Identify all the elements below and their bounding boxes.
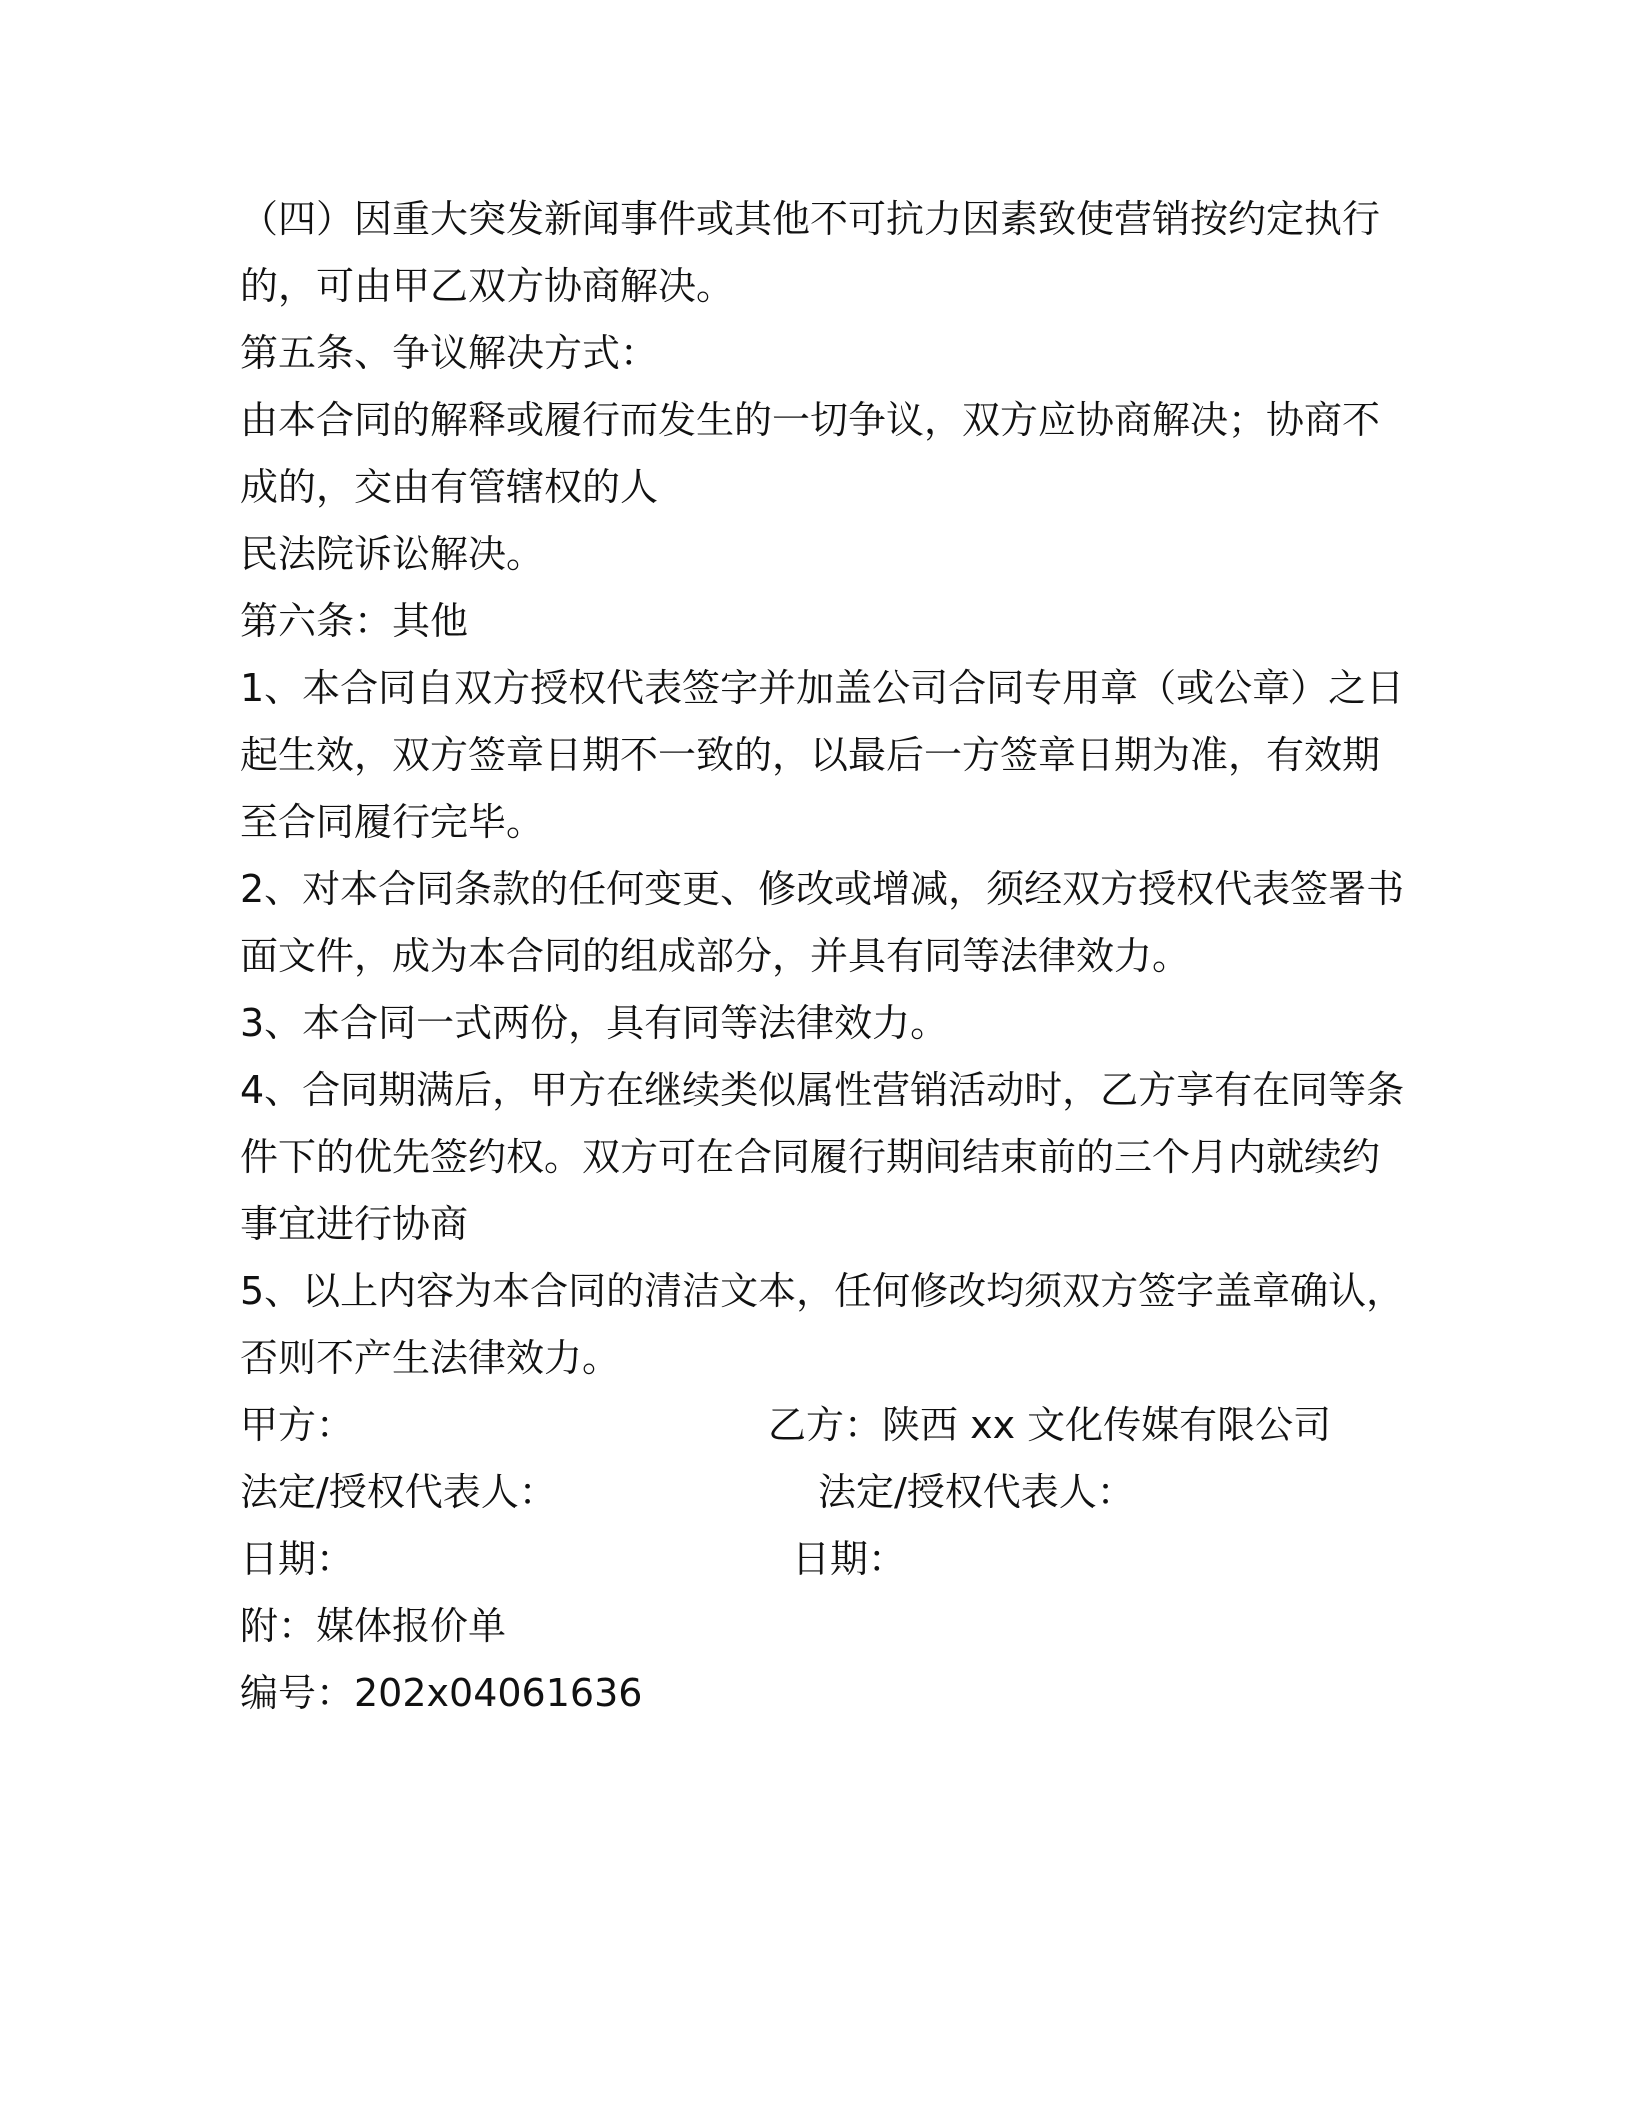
party-a-date-label: 日期： — [240, 1537, 355, 1581]
party-b-label: 乙方：陕西 xx 文化传媒有限公司 — [768, 1403, 1332, 1447]
document-number: 编号：202x04061636 — [240, 1671, 643, 1715]
clause-line: 4、合同期满后，甲方在继续类似属性营销活动时，乙方享有在同等条 — [240, 1068, 1405, 1112]
clause-line: 2、对本合同条款的任何变更、修改或增减，须经双方授权代表签署书 — [240, 867, 1405, 911]
party-b-date-label: 日期： — [792, 1537, 907, 1581]
section-heading: 第五条、争议解决方式： — [240, 331, 659, 375]
clause-line: 1、本合同自双方授权代表签字并加盖公司合同专用章（或公章）之日 — [240, 666, 1405, 710]
paragraph-line: （四）因重大突发新闻事件或其他不可抗力因素致使营销按约定执行 — [240, 197, 1381, 241]
clause-line: 否则不产生法律效力。 — [240, 1336, 621, 1380]
contract-body — [240, 186, 1405, 1727]
attachment-note: 附：媒体报价单 — [240, 1604, 507, 1648]
party-a-representative-label: 法定/授权代表人： — [240, 1470, 557, 1514]
signature-row-date — [240, 1526, 1390, 1593]
paragraph-line: 民法院诉讼解决。 — [240, 532, 545, 576]
party-b-representative-label: 法定/授权代表人： — [818, 1470, 1135, 1514]
clause-line: 面文件，成为本合同的组成部分，并具有同等法律效力。 — [240, 934, 1191, 978]
clause-line: 3、本合同一式两份，具有同等法律效力。 — [240, 1001, 949, 1045]
section-heading: 第六条：其他 — [240, 599, 469, 643]
paragraph-line: 的，可由甲乙双方协商解决。 — [240, 264, 735, 308]
paragraph-line: 由本合同的解释或履行而发生的一切争议，双方应协商解决；协商不 — [240, 398, 1381, 442]
signature-row-party — [240, 1392, 1390, 1459]
clause-line: 起生效，双方签章日期不一致的，以最后一方签章日期为准，有效期 — [240, 733, 1381, 777]
clause-line: 事宜进行协商 — [240, 1202, 469, 1246]
signature-row-representative — [240, 1459, 1390, 1526]
paragraph-line: 成的，交由有管辖权的人 — [240, 465, 659, 509]
party-a-label: 甲方： — [240, 1403, 355, 1447]
clause-line: 5、以上内容为本合同的清洁文本，任何修改均须双方签字盖章确认， — [240, 1269, 1405, 1313]
clause-line: 至合同履行完毕。 — [240, 800, 545, 844]
clause-line: 件下的优先签约权。双方可在合同履行期间结束前的三个月内就续约 — [240, 1135, 1381, 1179]
